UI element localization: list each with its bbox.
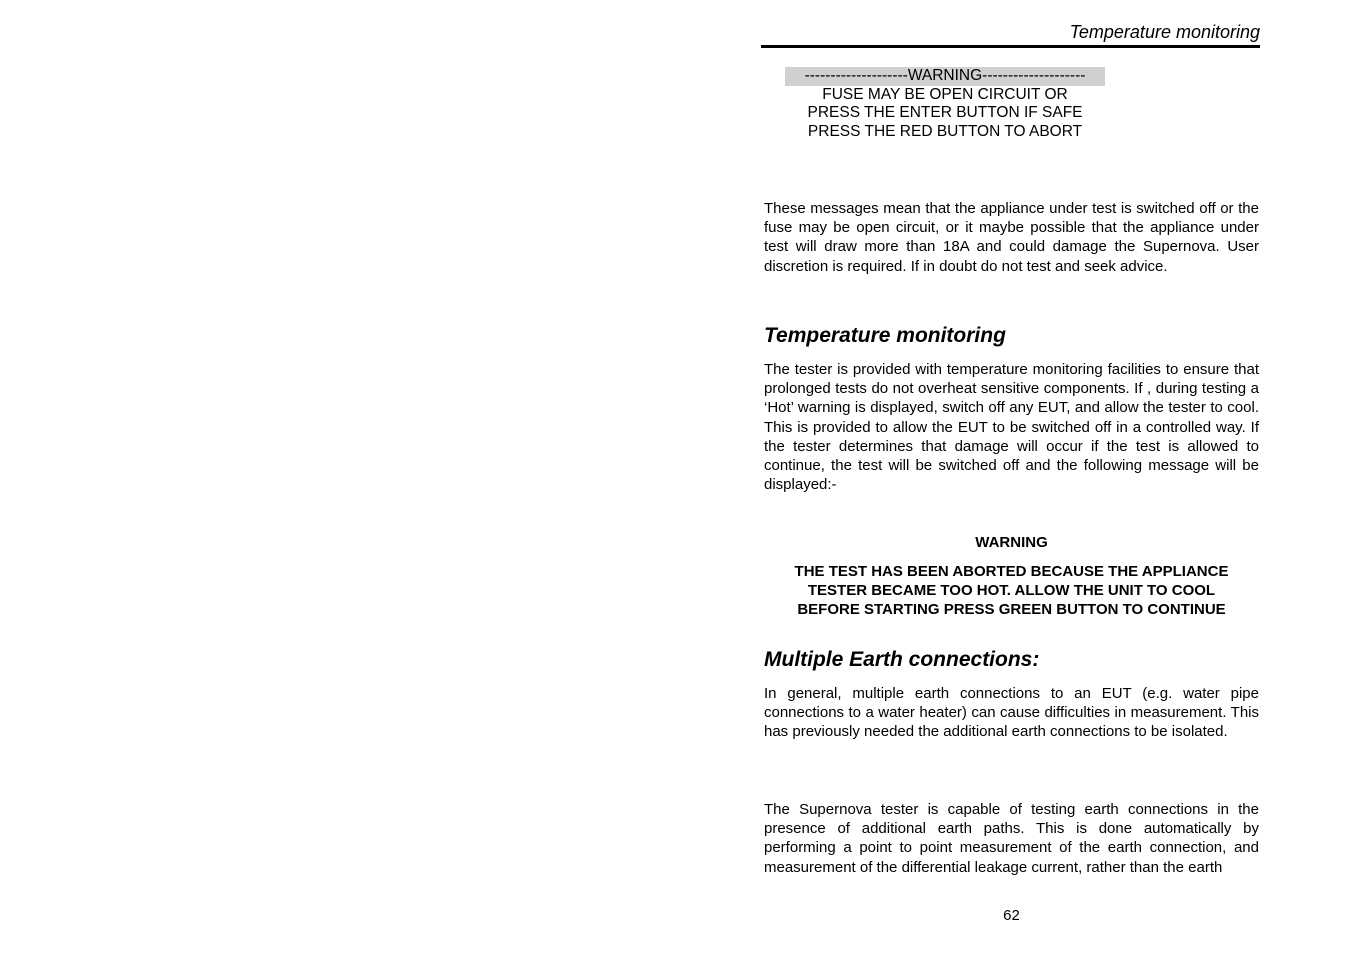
fuse-warning-line: PRESS THE ENTER BUTTON IF SAFE: [807, 104, 1083, 121]
multiple-earth-paragraph-2: The Supernova tester is capable of testing earth connections in the presence of additional earth paths. This is done automatically by performing a point to point measurement of the earth connection, and measurement of the differential leakage current, rather than the earth: [764, 801, 1259, 876]
section-heading-temperature: Temperature monitoring: [764, 324, 1006, 347]
intro-paragraph: These messages mean that the appliance under test is switched off or the fuse may be open circuit, or it maybe possible that the appliance under test will draw more than 18A and could damage the Supernova. User discretion is required. If in doubt do not test and seek advice.: [764, 200, 1259, 275]
hot-warning-title: WARNING: [975, 534, 1048, 551]
section-heading-multiple-earth: Multiple Earth connections:: [764, 648, 1040, 671]
running-header: Temperature monitoring: [761, 22, 1260, 48]
hot-warning-line: THE TEST HAS BEEN ABORTED BECAUSE THE APPLIANCE: [794, 563, 1229, 580]
hot-warning-message: [764, 562, 1259, 620]
fuse-warning-bar: --------------------WARNING--------------------: [785, 67, 1105, 86]
fuse-warning-line: PRESS THE RED BUTTON TO ABORT: [807, 122, 1083, 140]
fuse-warning-box: [785, 67, 1105, 141]
multiple-earth-paragraph-1: In general, multiple earth connections to an EUT (e.g. water pipe connections to a water heater) can cause difficulties in measurement. This has previously needed the additional earth connections to be isolated.: [764, 685, 1259, 741]
page-number: 62: [1003, 907, 1020, 924]
temperature-paragraph: The tester is provided with temperature monitoring facilities to ensure that prolonged tests do not overheat sensitive components. If , during testing a ‘Hot’ warning is displayed, switch off any EUT, and allow the tester to cool. This is provided to allow the EUT to be switched off in a controlled way. If the tester determines that damage will occur if the test is allowed to continue, the test will be switched off and the following message will be displayed:-: [764, 361, 1259, 494]
document-page: [764, 0, 1259, 954]
hot-warning-line: BEFORE STARTING PRESS GREEN BUTTON TO CONTINUE: [797, 601, 1226, 619]
fuse-warning-line: FUSE MAY BE OPEN CIRCUIT OR: [822, 85, 1068, 103]
hot-warning-line: TESTER BECAME TOO HOT. ALLOW THE UNIT TO COOL: [807, 582, 1216, 600]
